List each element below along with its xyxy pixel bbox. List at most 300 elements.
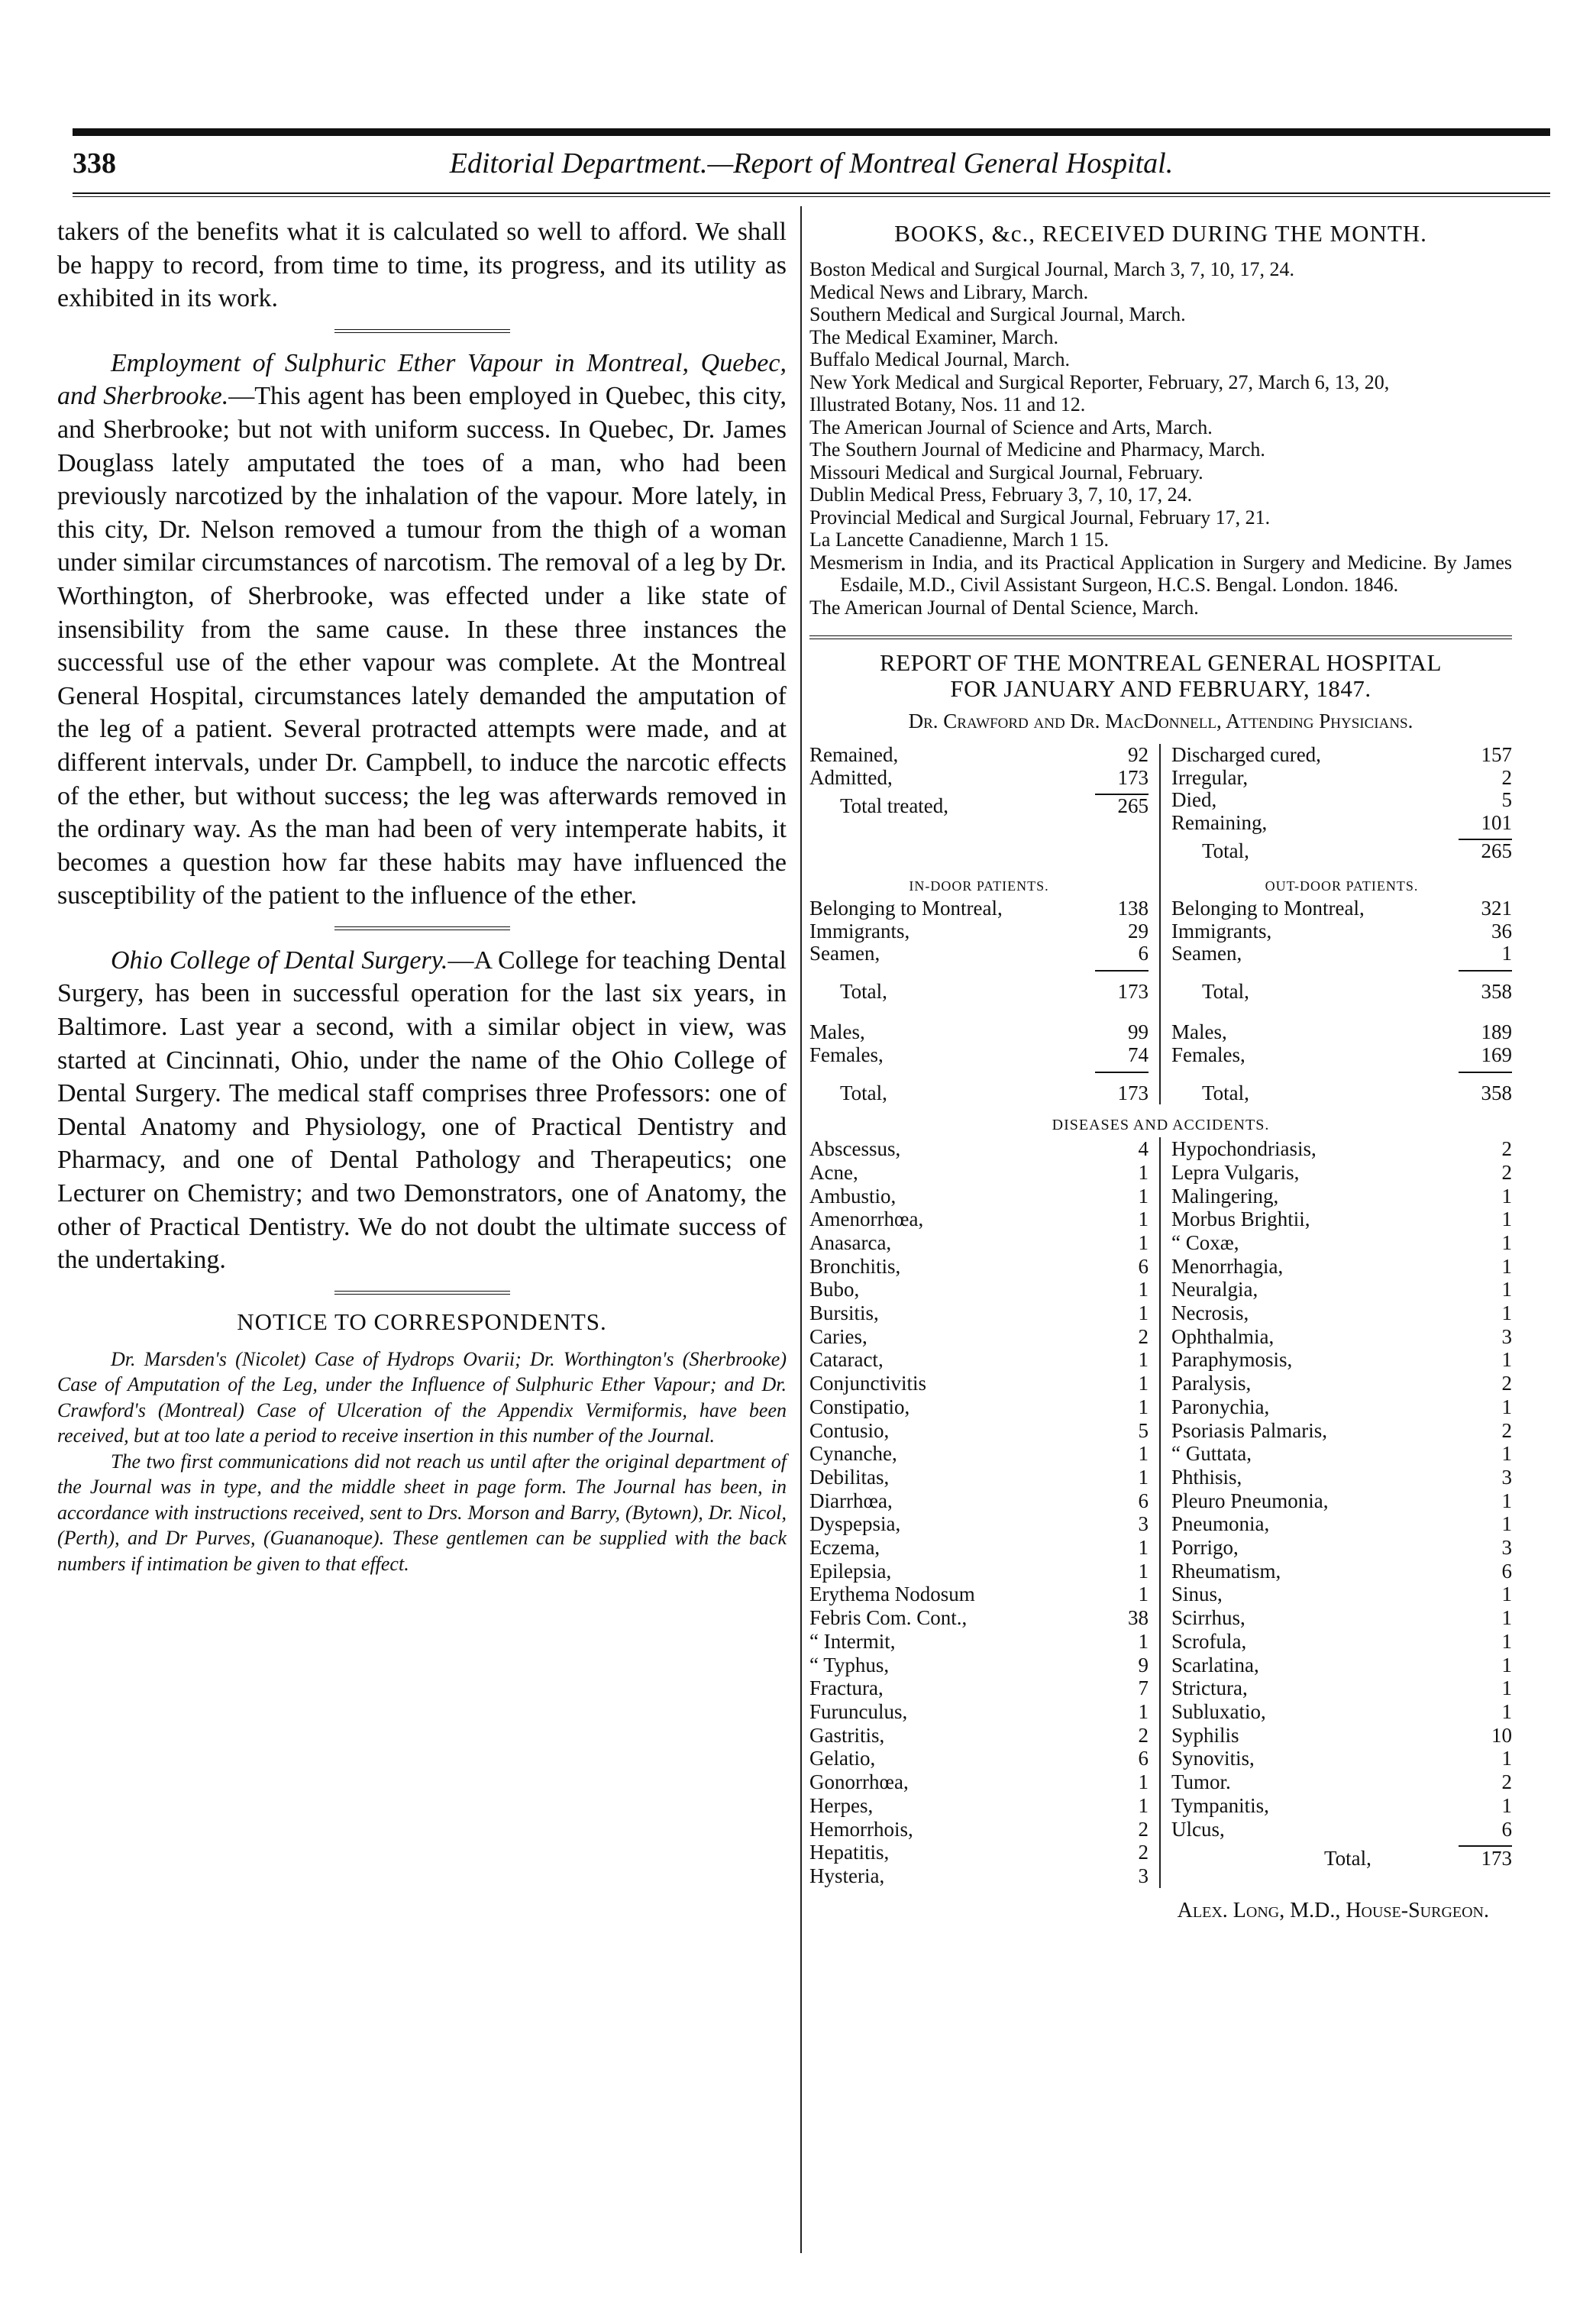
- diseases-table: [809, 1137, 1512, 1888]
- disease-row: [1171, 1770, 1512, 1794]
- row-value: 3: [1138, 1864, 1149, 1887]
- row-label: Admitted,: [809, 765, 893, 789]
- book-item: Southern Medical and Surgical Journal, March.: [809, 303, 1186, 325]
- row-value: 1: [1501, 1676, 1512, 1700]
- disease-row: [1171, 1348, 1512, 1372]
- disease-row: [1171, 1630, 1512, 1654]
- row-value: 1: [1138, 1770, 1149, 1794]
- disease-row: [809, 1794, 1149, 1818]
- sum-rule: [1459, 1072, 1512, 1073]
- separator: [334, 926, 510, 930]
- row-value: 10: [1491, 1723, 1512, 1747]
- row-label: Rheumatism,: [1171, 1559, 1281, 1583]
- diseases-right: [1161, 1137, 1512, 1888]
- sex-right-total: Total, 358: [1202, 1081, 1512, 1104]
- row-label: Phthisis,: [1171, 1465, 1242, 1489]
- report-title-line-1: REPORT OF THE MONTREAL GENERAL HOSPITAL: [880, 649, 1442, 676]
- row-label: Bursitis,: [809, 1301, 879, 1325]
- disease-row: [1171, 1747, 1512, 1770]
- sum-rule: [1095, 970, 1149, 972]
- report-title-line-2: FOR JANUARY AND FEBRUARY, 1847.: [950, 675, 1371, 702]
- row-value: 6: [1138, 1254, 1149, 1278]
- disease-row: [1171, 1442, 1512, 1466]
- summary-right: [1161, 744, 1512, 863]
- disease-row: [1171, 1606, 1512, 1630]
- row-value: 1: [1138, 1559, 1149, 1583]
- disease-row: [1171, 1395, 1512, 1419]
- house-surgeon-signature: Alex. Long, M.D., House-Surgeon.: [1177, 1898, 1489, 1922]
- row-label: Menorrhagia,: [1171, 1254, 1284, 1278]
- books-list: [809, 258, 1512, 619]
- row-label: Died,: [1171, 788, 1217, 812]
- row-value: 2: [1501, 1137, 1512, 1161]
- row-label: Amenorrhœa,: [809, 1208, 924, 1231]
- row-label: Neuralgia,: [1171, 1278, 1258, 1301]
- disease-row: [809, 1325, 1149, 1349]
- page-header: [73, 147, 1550, 188]
- row-value: 7: [1138, 1676, 1149, 1700]
- book-item: The Medical Examiner, March.: [809, 325, 1058, 348]
- row-value: 2: [1138, 1817, 1149, 1841]
- disease-row: [1171, 1489, 1512, 1513]
- book-item: The Southern Journal of Medicine and Pharmacy, March.: [809, 438, 1265, 461]
- row-label: Malingering,: [1171, 1184, 1279, 1208]
- disease-row: [809, 1512, 1149, 1536]
- disease-row: [809, 1185, 1149, 1208]
- row-value: 9: [1138, 1653, 1149, 1676]
- row-label: Remained,: [809, 743, 899, 766]
- running-title: Editorial Department.—Report of Montreal General Hospital.: [449, 147, 1174, 179]
- row-label: “ Intermit,: [809, 1629, 896, 1653]
- ether-title: Employment of Sulphuric Ether Vapour in Montreal, Quebec, and Sherbrooke.: [57, 348, 787, 411]
- row-value: 1: [1138, 1301, 1149, 1325]
- row-label: Scirrhus,: [1171, 1606, 1245, 1630]
- row-value: 101: [1481, 810, 1512, 834]
- summary-row: [809, 767, 1149, 790]
- disease-row: [809, 1466, 1149, 1489]
- row-label: Contusio,: [809, 1418, 890, 1442]
- row-label: Erythema Nodosum: [809, 1583, 975, 1606]
- disease-row: [809, 1395, 1149, 1419]
- disease-row: [809, 1137, 1149, 1161]
- disease-row: [1171, 1676, 1512, 1700]
- row-label: Strictura,: [1171, 1676, 1248, 1700]
- row-value: 1: [1501, 1512, 1512, 1536]
- row-label: Seamen,: [1171, 942, 1242, 965]
- row-label: Cataract,: [809, 1348, 884, 1372]
- disease-row: [1171, 1536, 1512, 1560]
- disease-row: [809, 1770, 1149, 1794]
- row-label: Hysteria,: [809, 1864, 885, 1887]
- row-value: 3: [1501, 1465, 1512, 1489]
- row-value: 1: [1138, 1372, 1149, 1395]
- disease-row: [809, 1489, 1149, 1513]
- row-value: 138: [1117, 896, 1149, 920]
- row-value: 1: [1501, 1208, 1512, 1231]
- row-label: Irregular,: [1171, 765, 1249, 789]
- row-label: Belonging to Montreal,: [809, 896, 1003, 920]
- row-value: 1: [1501, 1230, 1512, 1254]
- row-value: 2: [1501, 1418, 1512, 1442]
- row-label: Pleuro Pneumonia,: [1171, 1489, 1329, 1512]
- intro-paragraph: takers of the benefits what it is calculated so well to afford. We shall be happy to record, from time to time, its progress, and its utility as exhibited in its work.: [57, 218, 787, 313]
- summary-row: [1171, 767, 1512, 790]
- disease-row: [809, 1372, 1149, 1395]
- row-label: Remaining,: [1171, 810, 1268, 834]
- disease-row: [1171, 1724, 1512, 1748]
- disease-row: [1171, 1512, 1512, 1536]
- book-item: Missouri Medical and Surgical Journal, February.: [809, 461, 1203, 483]
- disease-row: [809, 1161, 1149, 1185]
- row-value: 1: [1138, 1395, 1149, 1418]
- row-value: 1: [1501, 1278, 1512, 1301]
- row-value: 1: [1138, 1278, 1149, 1301]
- disease-row: [809, 1231, 1149, 1255]
- book-item: New York Medical and Surgical Reporter, February, 27, March 6, 13, 20,: [809, 370, 1390, 393]
- disease-row: [809, 1348, 1149, 1372]
- row-value: 1: [1501, 1395, 1512, 1418]
- row-label: Anasarca,: [809, 1230, 892, 1254]
- row-label: Necrosis,: [1171, 1301, 1249, 1325]
- row-value: 4: [1138, 1137, 1149, 1161]
- disease-row: [809, 1606, 1149, 1630]
- row-label: Immigrants,: [809, 919, 910, 942]
- outdoor-row: [1171, 920, 1512, 943]
- row-value: 1: [1501, 1348, 1512, 1372]
- row-label: Psoriasis Palmaris,: [1171, 1418, 1328, 1442]
- disease-row: [809, 1278, 1149, 1301]
- disease-row: [809, 1630, 1149, 1654]
- row-value: 1: [1501, 1254, 1512, 1278]
- disease-row: [1171, 1301, 1512, 1325]
- row-label: Gonorrhœa,: [809, 1770, 909, 1794]
- row-value: 6: [1501, 1817, 1512, 1841]
- row-label: Subluxatio,: [1171, 1700, 1266, 1723]
- row-value: 1: [1501, 1653, 1512, 1676]
- disease-row: [809, 1864, 1149, 1888]
- indoor-title: IN-DOOR PATIENTS.: [909, 878, 1049, 894]
- row-value: 1: [1138, 1583, 1149, 1606]
- row-label: Synovitis,: [1171, 1747, 1255, 1770]
- row-value: 1: [1138, 1442, 1149, 1466]
- disease-row: [809, 1724, 1149, 1748]
- row-label: Seamen,: [809, 942, 880, 965]
- disease-row: [1171, 1372, 1512, 1395]
- row-label: Febris Com. Cont.,: [809, 1606, 968, 1630]
- row-label: Lepra Vulgaris,: [1171, 1160, 1300, 1184]
- row-label: Hemorrhois,: [809, 1817, 913, 1841]
- row-value: 1: [1501, 942, 1512, 965]
- row-label: Paraphymosis,: [1171, 1348, 1293, 1372]
- indoor-patients: [809, 863, 1161, 1104]
- row-label: “ Typhus,: [809, 1653, 890, 1676]
- disease-row: [809, 1841, 1149, 1864]
- book-item: The American Journal of Science and Arts, March.: [809, 415, 1213, 438]
- outdoor-patients: [1161, 863, 1512, 1104]
- row-value: 169: [1481, 1043, 1512, 1066]
- row-value: 1: [1138, 1230, 1149, 1254]
- row-label: Males,: [1171, 1020, 1227, 1044]
- disease-row: [809, 1419, 1149, 1443]
- row-label: Females,: [809, 1043, 884, 1066]
- disease-row: [809, 1442, 1149, 1466]
- row-value: 99: [1128, 1020, 1149, 1044]
- row-label: Belonging to Montreal,: [1171, 896, 1365, 920]
- row-label: Conjunctivitis: [809, 1372, 927, 1395]
- row-value: 1: [1501, 1629, 1512, 1653]
- diseases-title: DISEASES AND ACCIDENTS.: [1052, 1117, 1270, 1134]
- row-value: 3: [1501, 1536, 1512, 1560]
- indoor-row: [809, 920, 1149, 943]
- row-label: Females,: [1171, 1043, 1245, 1066]
- books-title: BOOKS, &c., RECEIVED DURING THE MONTH.: [894, 220, 1427, 247]
- separator: [334, 1291, 510, 1295]
- row-value: 189: [1481, 1020, 1512, 1044]
- row-label: Cynanche,: [809, 1442, 897, 1466]
- row-label: Scarlatina,: [1171, 1653, 1259, 1676]
- sum-rule: [1459, 970, 1512, 972]
- row-value: 2: [1501, 765, 1512, 789]
- summary-left-total: Total treated, 265: [840, 794, 1149, 818]
- summary-row: [1171, 744, 1512, 767]
- row-value: 6: [1138, 1747, 1149, 1770]
- separator: [334, 329, 510, 333]
- page-number: 338: [73, 147, 116, 179]
- disease-row: [1171, 1255, 1512, 1279]
- disease-row: [1171, 1700, 1512, 1724]
- summary-right-total: Total, 265: [1202, 839, 1512, 863]
- row-label: Sinus,: [1171, 1583, 1223, 1606]
- disease-row: [1171, 1794, 1512, 1818]
- row-label: Syphilis: [1171, 1723, 1239, 1747]
- report-title: [809, 650, 1512, 702]
- row-value: 6: [1501, 1559, 1512, 1583]
- patients-table: [809, 863, 1512, 1104]
- row-label: Constipatio,: [809, 1395, 910, 1418]
- row-label: Gelatio,: [809, 1747, 876, 1770]
- row-value: 38: [1128, 1606, 1149, 1630]
- disease-row: [1171, 1278, 1512, 1301]
- indoor-row: [809, 897, 1149, 920]
- row-value: 1: [1138, 1700, 1149, 1723]
- row-value: 1: [1138, 1465, 1149, 1489]
- disease-row: [809, 1700, 1149, 1724]
- ohio-article: [57, 944, 787, 1277]
- ether-text: —This agent has been employed in Quebec, this city, and Sherbrooke; but not with uniform success. In Quebec, Dr. James Douglass lately amputated the toes of a man, who had been previously narcotized by the inhalation of the vapour. More lately, in this city, Dr. Nelson removed a tumour from the thigh of a woman under similar circumstances of narcotism. The removal of a leg by Dr. Worthington, of Sherbrooke, was effected under a like state of insensibility from the same cause. In these three instances the successful use of the ether vapour was complete. At the Montreal General Hospital, circumstances lately demanded the amputation of the leg of a patient. Several protracted attempts were made, and at different intervals, under Dr. Campbell, to induce the narcotic effects of the ether, but without success; the leg was afterwards removed in the ordinary way. As the man had been of very intemperate habits, it becomes a question how far these habits may have influenced the susceptibility of the patient to the influence of the ether.: [57, 382, 787, 910]
- row-value: 157: [1481, 743, 1512, 766]
- left-column: [57, 215, 787, 1576]
- summary-table: [809, 744, 1512, 863]
- disease-row: [809, 1536, 1149, 1560]
- row-label: Epilepsia,: [809, 1559, 892, 1583]
- diseases-total: Total, 173: [1324, 1847, 1512, 1870]
- sum-rule: [1095, 1072, 1149, 1073]
- row-label: Bronchitis,: [809, 1254, 901, 1278]
- row-value: 3: [1138, 1512, 1149, 1536]
- row-value: 2: [1138, 1723, 1149, 1747]
- sex-row: [809, 1044, 1149, 1067]
- disease-row: [809, 1208, 1149, 1231]
- book-item: Dublin Medical Press, February 3, 7, 10, 17, 24.: [809, 483, 1193, 506]
- disease-row: [1171, 1419, 1512, 1443]
- book-item: Medical News and Library, March.: [809, 280, 1089, 303]
- book-item: La Lancette Canadienne, March 1 15.: [809, 529, 1109, 551]
- row-label: Pneumonia,: [1171, 1512, 1270, 1536]
- row-label: Caries,: [809, 1324, 867, 1348]
- book-item: Provincial Medical and Surgical Journal, February 17, 21.: [809, 506, 1271, 529]
- row-label: Dyspepsia,: [809, 1512, 901, 1536]
- row-label: Ambustio,: [809, 1184, 897, 1208]
- row-value: 1: [1501, 1184, 1512, 1208]
- row-value: 1: [1501, 1583, 1512, 1606]
- row-label: Abscessus,: [809, 1137, 901, 1161]
- row-label: Diarrhœa,: [809, 1489, 893, 1512]
- row-value: 2: [1138, 1324, 1149, 1348]
- summary-row: [1171, 812, 1512, 835]
- row-value: 1: [1138, 1160, 1149, 1184]
- summary-left: [809, 744, 1161, 863]
- row-value: 1: [1138, 1208, 1149, 1231]
- row-label: Porrigo,: [1171, 1536, 1239, 1560]
- disease-row: [1171, 1325, 1512, 1349]
- row-value: 1: [1138, 1184, 1149, 1208]
- disease-row: [809, 1301, 1149, 1325]
- row-value: 2: [1138, 1841, 1149, 1864]
- book-item: Boston Medical and Surgical Journal, March 3, 7, 10, 17, 24.: [809, 258, 1294, 280]
- disease-row: [1171, 1466, 1512, 1489]
- book-item: Buffalo Medical Journal, March.: [809, 348, 1071, 370]
- row-value: 1: [1501, 1700, 1512, 1723]
- row-value: 6: [1138, 1489, 1149, 1512]
- book-item: The American Journal of Dental Science, March.: [809, 596, 1199, 619]
- disease-row: [809, 1560, 1149, 1583]
- row-value: 6: [1138, 942, 1149, 965]
- row-label: “ Guttata,: [1171, 1442, 1252, 1466]
- row-label: Paronychia,: [1171, 1395, 1270, 1418]
- row-value: 2: [1501, 1160, 1512, 1184]
- row-value: 29: [1128, 919, 1149, 942]
- row-value: 5: [1138, 1418, 1149, 1442]
- disease-row: [1171, 1583, 1512, 1606]
- disease-row: [809, 1676, 1149, 1700]
- row-value: 1: [1501, 1489, 1512, 1512]
- outdoor-title: OUT-DOOR PATIENTS.: [1265, 878, 1419, 894]
- sex-row: [1171, 1044, 1512, 1067]
- sex-row: [809, 1021, 1149, 1044]
- row-label: Fractura,: [809, 1676, 884, 1700]
- summary-row: [809, 744, 1149, 767]
- notice-paragraph-2: The two first communications did not reach us until after the original department of the Journal was in type, and the middle sheet in page form. The Journal has been, in accordance with instructions received, sent to Drs. Morson and Barry, (Bytown), Dr. Nicol, (Perth), and Dr Purves, (Guananoque). These gentlemen can be supplied with the back numbers if intimation be given to that effect.: [57, 1450, 787, 1575]
- row-value: 1: [1138, 1629, 1149, 1653]
- row-label: Discharged cured,: [1171, 743, 1321, 766]
- ohio-title: Ohio College of Dental Surgery.: [111, 946, 448, 975]
- row-value: 36: [1491, 919, 1512, 942]
- disease-row: [809, 1747, 1149, 1770]
- row-value: 1: [1501, 1793, 1512, 1817]
- disease-row: [1171, 1231, 1512, 1255]
- indoor-row: [809, 942, 1149, 965]
- diseases-left: [809, 1137, 1161, 1888]
- disease-row: [1171, 1208, 1512, 1231]
- header-rule: [73, 192, 1550, 197]
- row-label: Morbus Brightii,: [1171, 1208, 1310, 1231]
- row-value: 321: [1481, 896, 1512, 920]
- separator: [809, 635, 1512, 639]
- row-label: Males,: [809, 1020, 865, 1044]
- row-label: “ Coxæ,: [1171, 1230, 1239, 1254]
- row-label: Tympanitis,: [1171, 1793, 1269, 1817]
- row-label: Bubo,: [809, 1278, 860, 1301]
- row-label: Ophthalmia,: [1171, 1324, 1275, 1348]
- outdoor-row: [1171, 897, 1512, 920]
- row-value: 2: [1501, 1372, 1512, 1395]
- sex-row: [1171, 1021, 1512, 1044]
- row-value: 5: [1501, 788, 1512, 812]
- disease-row: [809, 1255, 1149, 1279]
- outdoor-row: [1171, 942, 1512, 965]
- row-value: 92: [1128, 743, 1149, 766]
- row-label: Gastritis,: [809, 1723, 885, 1747]
- row-label: Furunculus,: [809, 1700, 908, 1723]
- column-divider: [800, 206, 802, 2253]
- row-label: Acne,: [809, 1160, 858, 1184]
- sex-left-total: Total, 173: [840, 1081, 1149, 1104]
- row-label: Eczema,: [809, 1536, 880, 1560]
- disease-row: [809, 1654, 1149, 1677]
- disease-row: [809, 1583, 1149, 1606]
- row-value: 1: [1138, 1536, 1149, 1560]
- row-label: Paralysis,: [1171, 1372, 1252, 1395]
- row-label: Tumor.: [1171, 1770, 1231, 1794]
- right-column: [809, 215, 1512, 1923]
- ohio-text: —A College for teaching Dental Surgery, has been in successful operation for the last six years, in Baltimore. Last year a second, with a similar object in view, was started at Cincinnati, Ohio, under the name of the Ohio College of Dental Surgery. The medical staff comprises three Professors: one of Dental Anatomy and Physiology, one of Practical Dentistry and Pharmacy, and one of Dental Pathology and Therapeutics; one Lecturer on Chemistry; and two Demonstrators, one of Anatomy, the other of Practical Dentistry. We do not doubt the ultimate success of the undertaking.: [57, 946, 787, 1275]
- row-value: 1: [1138, 1793, 1149, 1817]
- row-value: 1: [1138, 1348, 1149, 1372]
- book-item: Mesmerism in India, and its Practical Application in Surgery and Medicine. By James Esdaile, M.D., Civil Assistant Surgeon, H.C.S. Bengal. London. 1846.: [809, 551, 1512, 596]
- summary-row: [1171, 789, 1512, 812]
- notice-paragraph-1: Dr. Marsden's (Nicolet) Case of Hydrops Ovarii; Dr. Worthington's (Sherbrooke) Case of Amputation of the Leg, under the Influence of Sulphuric Ether Vapour; and Dr. Crawford's (Montreal) Case of Ulceration of the Appendix Vermiformis, have been received, but at too late a period to receive insertion in this number of the Journal.: [57, 1347, 787, 1447]
- indoor-total: Total, 173: [840, 979, 1149, 1003]
- disease-row: [1171, 1161, 1512, 1185]
- row-value: 1: [1501, 1301, 1512, 1325]
- outdoor-total: Total, 358: [1202, 979, 1512, 1003]
- row-label: Immigrants,: [1171, 919, 1272, 942]
- row-label: Debilitas,: [809, 1465, 890, 1489]
- disease-row: [1171, 1137, 1512, 1161]
- disease-row: [1171, 1818, 1512, 1841]
- row-value: 2: [1501, 1770, 1512, 1794]
- row-label: Hepatitis,: [809, 1841, 890, 1864]
- row-label: Ulcus,: [1171, 1817, 1225, 1841]
- row-value: 1: [1501, 1747, 1512, 1770]
- row-value: 74: [1128, 1043, 1149, 1066]
- attending-physicians: Dr. Crawford and Dr. MacDonnell, Attending Physicians.: [908, 710, 1413, 732]
- ether-article: [57, 347, 787, 913]
- disease-row: [809, 1818, 1149, 1841]
- disease-row: [1171, 1654, 1512, 1677]
- book-item: Illustrated Botany, Nos. 11 and 12.: [809, 393, 1086, 415]
- row-value: 1: [1501, 1606, 1512, 1630]
- top-rule: [73, 128, 1550, 136]
- row-value: 1: [1501, 1442, 1512, 1466]
- row-label: Hypochondriasis,: [1171, 1137, 1317, 1161]
- disease-row: [1171, 1185, 1512, 1208]
- disease-row: [1171, 1560, 1512, 1583]
- row-label: Scrofula,: [1171, 1629, 1247, 1653]
- notice-title: NOTICE TO CORRESPONDENTS.: [237, 1308, 607, 1335]
- row-value: 3: [1501, 1324, 1512, 1348]
- row-label: Herpes,: [809, 1793, 874, 1817]
